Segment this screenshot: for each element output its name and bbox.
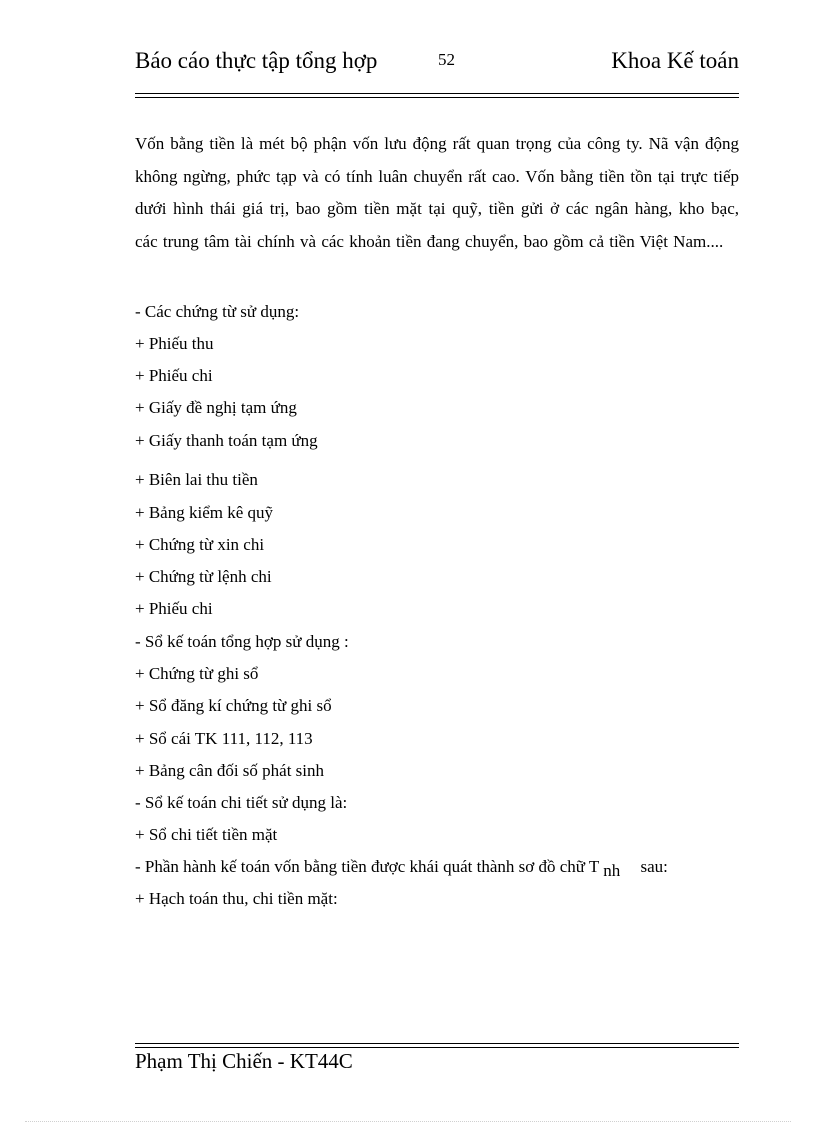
- list-item: + Bảng kiểm kê quỹ: [135, 503, 274, 522]
- list-item: - Sổ kế toán tổng hợp sử dụng :: [135, 632, 349, 651]
- footer-rule-top: [135, 1043, 739, 1044]
- list-item: + Chứng từ ghi sổ: [135, 664, 259, 683]
- list-item: + Chứng từ lệnh chi: [135, 567, 272, 586]
- diagram-intro-line: [135, 857, 668, 880]
- list-item: + Phiếu chi: [135, 366, 213, 385]
- footer-rule-bottom: [135, 1047, 739, 1048]
- list-item: + Phiếu thu: [135, 334, 214, 353]
- list-item: + Bảng cân đối số phát sinh: [135, 761, 325, 780]
- list-item: + Chứng từ xin chi: [135, 535, 265, 554]
- list-item: + Hạch toán thu, chi tiền mặt:: [135, 889, 338, 908]
- list-item: + Sổ đăng kí chứng từ ghi sổ: [135, 696, 332, 715]
- header-rule-top: [135, 93, 739, 94]
- list-item: + Sổ chi tiết tiền mặt: [135, 825, 278, 844]
- page-number: 52: [438, 50, 455, 69]
- diagram-subscript: nh: [603, 861, 621, 880]
- header-rule-bottom: [135, 97, 739, 98]
- diagram-intro-text: - Phần hành kế toán vốn bằng tiền được khái quát thành sơ đồ chữ T: [135, 857, 599, 876]
- list-item: + Giấy thanh toán tạm ứng: [135, 431, 318, 450]
- list-item: + Sổ cái TK 111, 112, 113: [135, 729, 313, 748]
- intro-paragraph: Vốn bằng tiền là mét bộ phận vốn lưu động rất quan trọng của công ty. Nã vận động không ngừng, phức tạp và có tính luân chuyển rất cao. Vốn bằng tiền tồn tại trực tiếp dưới hình thái giá trị, bao gồm tiền mặt tại quỹ, tiền gửi ở các ngân hàng, kho bạc, các trung tâm tài chính và các khoản tiền đang chuyển, bao gồm cả tiền Việt Nam....: [135, 134, 739, 251]
- list-item: - Các chứng từ sử dụng:: [135, 302, 300, 321]
- list-item: + Biên lai thu tiền: [135, 470, 258, 489]
- page-header: [135, 46, 739, 80]
- report-title: Báo cáo thực tập tổng hợp: [135, 48, 378, 73]
- list-item: + Giấy đề nghị tạm ứng: [135, 398, 297, 417]
- list-item: - Sổ kế toán chi tiết sử dụng là:: [135, 793, 348, 812]
- department-name: Khoa Kế toán: [611, 48, 739, 73]
- page-edge-divider: [25, 1121, 791, 1122]
- list-item: + Phiếu chi: [135, 599, 213, 618]
- diagram-intro-tail: sau:: [640, 857, 668, 876]
- author-footer: Phạm Thị Chiến - KT44C: [135, 1049, 353, 1073]
